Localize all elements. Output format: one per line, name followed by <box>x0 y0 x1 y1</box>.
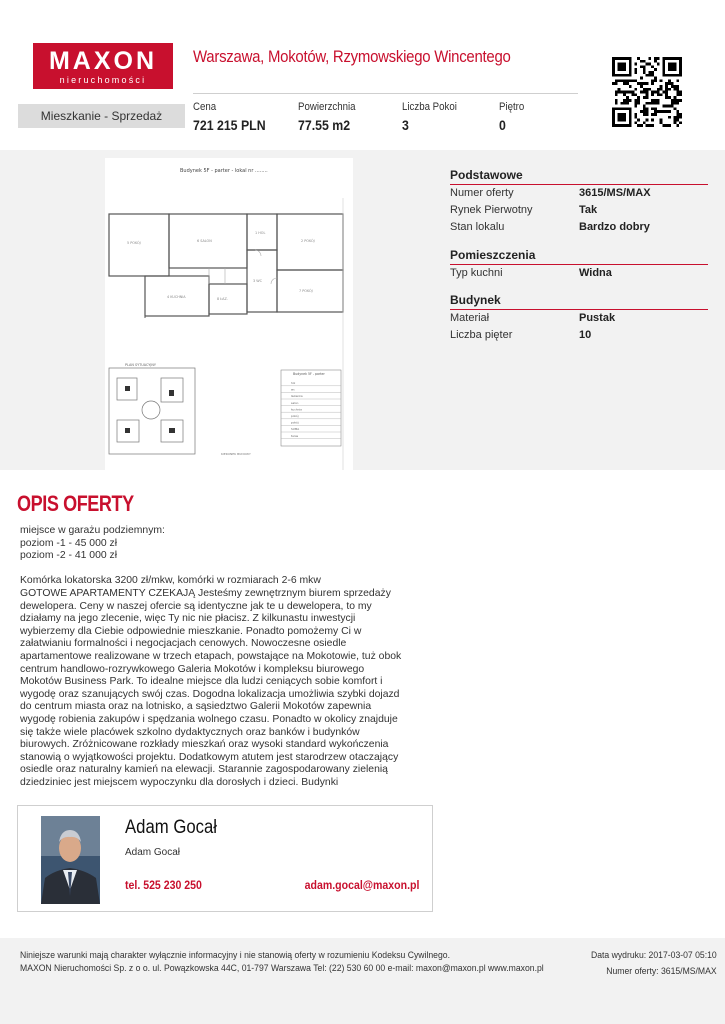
svg-text:2 POKÓJ: 2 POKÓJ <box>301 239 315 243</box>
area-table-row: salon <box>291 400 299 405</box>
detail-row <box>450 310 708 327</box>
section-podstawowe <box>450 168 708 236</box>
north-label: KIERUNEK BUDOWY <box>221 452 251 456</box>
detail-value: 3615/MS/MAX <box>579 187 651 199</box>
listing-address: Warszawa, Mokotów, Rzymowskiego Wincentego <box>193 47 511 66</box>
param-rooms <box>402 101 464 133</box>
area-table-row: kuchnia <box>291 407 302 412</box>
detail-key: Numer oferty <box>450 187 514 199</box>
param-value: 3 <box>402 117 409 133</box>
detail-row <box>450 265 708 282</box>
section-title: Pomieszczenia <box>450 248 708 265</box>
description-title: OPIS OFERTY <box>17 491 134 516</box>
svg-text:8 ŁAZ.: 8 ŁAZ. <box>217 297 228 301</box>
area-table-row: pokój <box>291 414 299 418</box>
area-table-row: wc <box>291 387 295 392</box>
param-value: 0 <box>499 117 506 133</box>
area-table-row: taras <box>291 433 299 438</box>
param-value: 77.55 m2 <box>298 117 351 133</box>
svg-text:3 WC: 3 WC <box>253 279 262 283</box>
section-title: Podstawowe <box>450 168 708 185</box>
agent-subtitle: Adam Gocał <box>125 847 181 858</box>
param-label: Liczba Pokoi <box>402 101 457 113</box>
header-divider <box>193 93 578 94</box>
detail-key: Rynek Pierwotny <box>450 204 533 216</box>
param-label: Piętro <box>499 101 525 113</box>
svg-text:5 POKÓJ: 5 POKÓJ <box>127 241 141 245</box>
agent-phone-link[interactable]: tel. 525 230 250 <box>125 878 202 892</box>
area-table-row: łazienka <box>291 394 303 399</box>
area-table-row: SUMA <box>291 427 300 432</box>
param-area <box>298 101 363 133</box>
agent-email-link[interactable]: adam.gocal@maxon.pl <box>304 878 419 892</box>
agent-card <box>17 805 433 912</box>
footer-disclaimer: Niniejsze warunki mają charakter wyłącznie informacyjny i nie stanowią oferty w rozumieniu Kodeksu Cywilnego. <box>20 950 450 961</box>
detail-value: Bardzo dobry <box>579 221 650 233</box>
detail-value: Pustak <box>579 312 616 324</box>
area-table-row: pokój <box>291 420 299 425</box>
param-value: 721 215 PLN <box>193 117 266 133</box>
detail-key: Liczba pięter <box>450 329 513 341</box>
footer <box>0 938 725 1024</box>
detail-value: 10 <box>579 329 592 341</box>
param-label: Cena <box>193 101 217 113</box>
agent-photo <box>41 816 100 904</box>
agent-name: Adam Gocał <box>125 817 218 838</box>
footer-print-date: Data wydruku: 2017-03-07 05:10 <box>591 950 717 961</box>
qr-code-icon <box>612 57 682 127</box>
svg-text:4 KUCHNIA: 4 KUCHNIA <box>167 295 186 299</box>
detail-key: Typ kuchni <box>450 267 503 279</box>
detail-key: Stan lokalu <box>450 221 505 233</box>
detail-value: Widna <box>579 267 612 279</box>
section-pomieszczenia <box>450 248 708 282</box>
detail-value: Tak <box>579 204 598 216</box>
description-text: miejsce w garażu podziemnym: poziom -1 - 45 000 zł poziom -2 - 41 000 zł Komórka lokatorska 3200 zł/mkw, komórki w rozmiarach 2-6 mkw GOTOWE APARTAMENTY CZEKAJĄ Jesteśmy zewnętrznym biurem sprzedaży dewelopera. Ceny w naszej ofercie są identyczne jak te u dewelopera, to my działamy na jego zlecenie, więc Ty nic nie płacisz. Z kilkunastu inwestycji wybierzemy dla Ciebie odpowiednie mieszkanie. Ponadto pomożemy Ci w załatwianiu formalności i negocjacjach cenowych. Nowoczesne osiedle apartamentowe realizowane w trzech etapach, powstające na Mokotowie, tuż obok centrum handlowo-rozrywkowego Galeria Mokotów i kompleksu biurowego Mokotów Business Park. To idealne miejsce dla ludzi ceniących sobie komfort i wygodę oraz szanujących swój czas. Dogodna lokalizacja umożliwia szybki dojazd do centrum miasta oraz na lotnisko, a sąsiedztwo Galerii Mokotów zapewnia wygodę robienia zakupów i spędzania wolnego czasu. Ponadto w okolicy znajduje się także wiele placówek szkolno dydaktycznych oraz banków i budynków biurowych. Zróżnicowane rozkłady mieszkań oraz wysoki standard wykończenia stanowią o wyjątkowości projektu. Dodatkowym atutem jest starodrzew otaczający osiedle oraz naturalny kamień na elewacji. Starannie zagospodarowany zielenią dziedziniec jest miejscem wypoczynku dla dorosłych i dzieci. Budynki <box>20 525 402 788</box>
detail-row <box>450 185 708 202</box>
svg-text:7 POKÓJ: 7 POKÓJ <box>299 289 313 293</box>
detail-row <box>450 219 708 236</box>
logo-main-text: MAXON <box>48 47 158 75</box>
logo-sub-text: nieruchomości <box>59 75 147 85</box>
section-title: Budynek <box>450 293 708 310</box>
detail-key: Materiał <box>450 312 490 324</box>
section-budynek <box>450 293 708 344</box>
svg-text:1 HOL: 1 HOL <box>255 231 266 235</box>
footer-company-info: MAXON Nieruchomości Sp. z o o. ul. Powązkowska 44C, 01-797 Warszawa Tel: (22) 530 60 00 e-mail: maxon@maxon.pl www.maxon.pl <box>20 963 544 974</box>
area-table-title: Budynek 5F - parter <box>293 372 325 376</box>
param-label: Powierzchnia <box>298 101 356 113</box>
param-floor <box>499 101 528 133</box>
detail-row <box>450 202 708 219</box>
floor-plan-image <box>105 158 353 470</box>
offer-type-badge: Mieszkanie - Sprzedaż <box>18 104 185 128</box>
footer-offer-number: Numer oferty: 3615/MS/MAX <box>606 966 717 977</box>
svg-text:6 SALON: 6 SALON <box>197 239 212 243</box>
plan-title: Budynek 5F - parter - lokal nr ........ <box>180 168 268 174</box>
detail-row <box>450 327 708 344</box>
site-plan-label: PLAN SYTUACYJNY <box>125 363 156 367</box>
area-table-row: hol <box>291 381 296 385</box>
param-price <box>193 101 276 133</box>
maxon-logo <box>33 43 173 89</box>
